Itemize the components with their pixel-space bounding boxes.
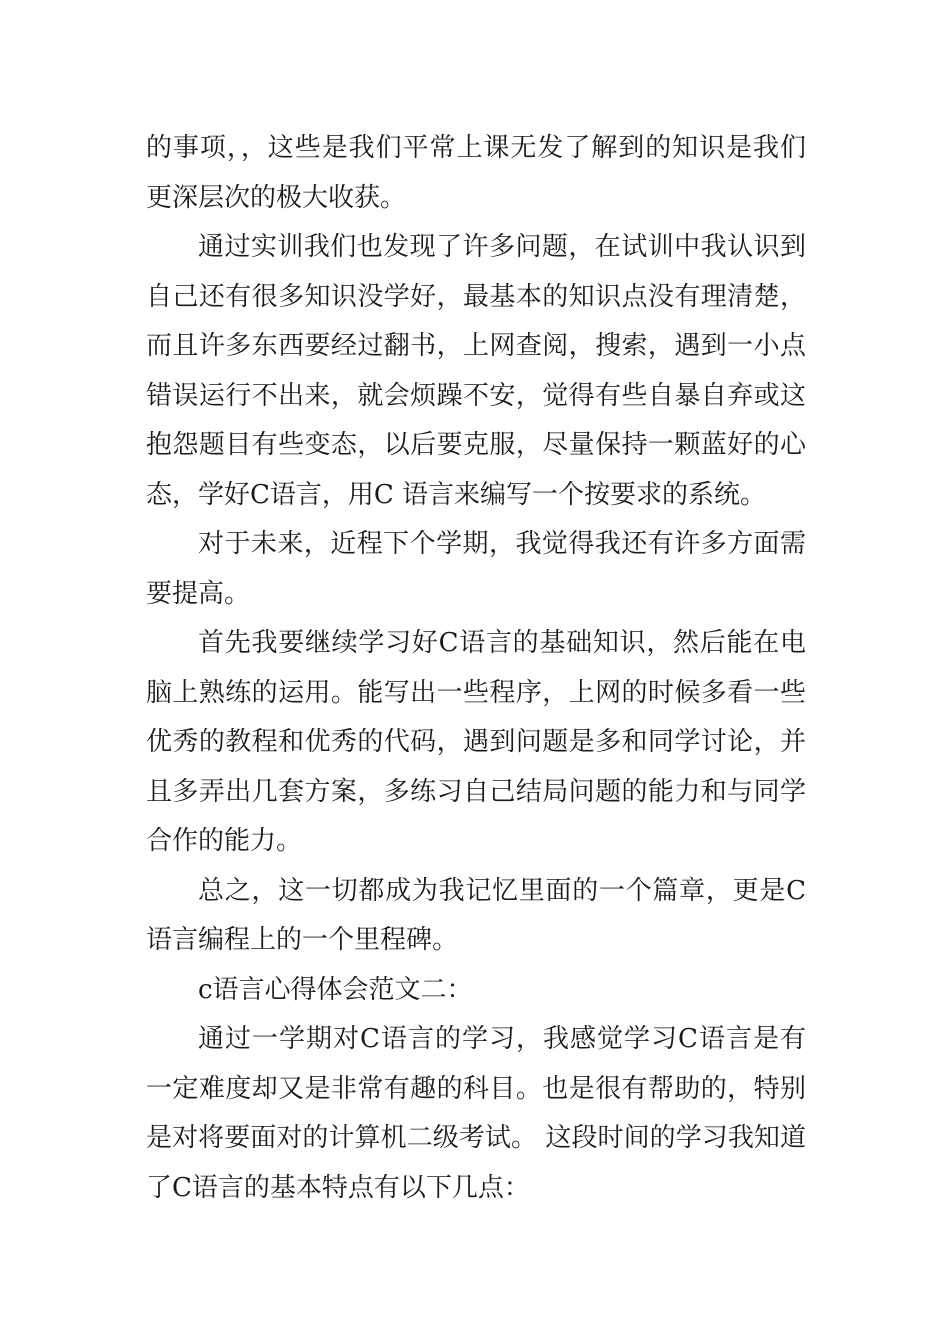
paragraph-6: 通过一学期对C语言的学习，我感觉学习C语言是有一定难度却又是非常有趣的科目。也是很有帮助的，特别是对将要面对的计算机二级考试。 这段时间的学习我知道了C语言的基本特点有以下几点：	[146, 1024, 806, 1203]
document-body	[146, 124, 806, 1213]
paragraph-3: 对于未来，近程下个学期，我觉得我还有许多方面需要提高。	[146, 529, 806, 609]
paragraph-5: 总之，这一切都成为我记忆里面的一个篇章，更是C语言编程上的一个里程碑。	[146, 875, 806, 955]
paragraph-2: 通过实训我们也发现了许多问题，在试训中我认识到自己还有很多知识没学好，最基本的知识点没有理清楚，而且许多东西要经过翻书，上网查阅，搜索，遇到一小点错误运行不出来，就会烦躁不安，觉得有些自暴自弃或这抱怨题目有些变态，以后要克服，尽量保持一颗蓝好的心态，学好C语言，用C 语言来编写一个按要求的系统。	[146, 232, 806, 510]
paragraph-1: 的事项，，这些是我们平常上课无发了解到的知识是我们更深层次的极大收获。	[146, 133, 806, 213]
section-heading: c语言心得体会范文二：	[198, 974, 473, 1005]
paragraph-4: 首先我要继续学习好C语言的基础知识，然后能在电脑上熟练的运用。能写出一些程序，上网的时候多看一些优秀的教程和优秀的代码，遇到问题是多和同学讨论，并且多弄出几套方案，多练习自己结局问题的能力和与同学合作的能力。	[146, 628, 806, 856]
